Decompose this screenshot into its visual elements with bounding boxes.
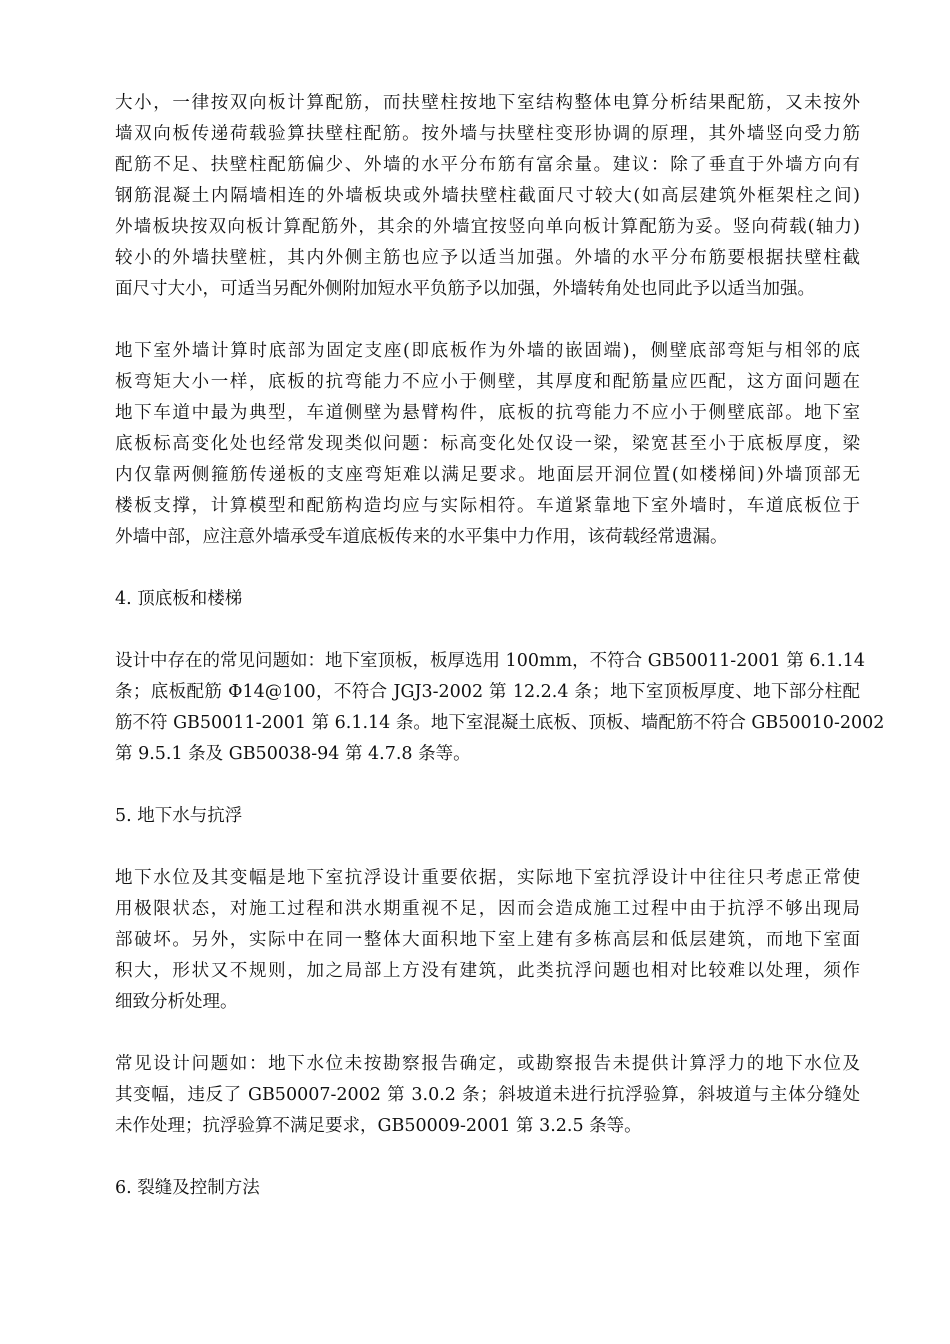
text-line: 板弯矩大小一样，底板的抗弯能力不应小于侧壁，其厚度和配筋量应匹配，这方面问题在 — [115, 372, 860, 392]
text-line: 其变幅，违反了 GB50007-2002 第 3.0.2 条；斜坡道未进行抗浮验算，斜坡道与主体分缝处 — [115, 1085, 860, 1105]
text-line: 条；底板配筋 Φ14@100，不符合 JGJ3-2002 第 12.2.4 条；地下室顶板厚度、地下部分柱配 — [115, 682, 860, 702]
text-line: 大小，一律按双向板计算配筋，而扶壁柱按地下室结构整体电算分析结果配筋，又未按外 — [115, 93, 860, 113]
paragraph-common-design-issues — [115, 1049, 860, 1142]
section-heading-5: 5. 地下水与抗浮 — [115, 806, 243, 826]
text-line: 用极限状态，对施工过程和洪水期重视不足，因而会造成施工过程中由于抗浮不够出现局 — [115, 899, 860, 919]
text-line: 外墙中部，应注意外墙承受车道底板传来的水平集中力作用，该荷载经常遗漏。 — [115, 527, 728, 547]
text-line: 常见设计问题如：地下水位未按勘察报告确定，或勘察报告未提供计算浮力的地下水位及 — [115, 1054, 860, 1074]
text-line: 墙双向板传递荷载验算扶壁柱配筋。按外墙与扶壁柱变形协调的原理，其外墙竖向受力筋 — [115, 124, 860, 144]
paragraph-slab-issues — [115, 646, 885, 770]
text-line: 地下水位及其变幅是地下室抗浮设计重要依据，实际地下室抗浮设计中往往只考虑正常使 — [115, 868, 860, 888]
paragraph-groundwater — [115, 863, 860, 1018]
text-line: 未作处理；抗浮验算不满足要求，GB50009-2001 第 3.2.5 条等。 — [115, 1116, 642, 1136]
text-line: 第 9.5.1 条及 GB50038-94 第 4.7.8 条等。 — [115, 744, 471, 764]
text-line: 钢筋混凝土内隔墙相连的外墙板块或外墙扶壁柱截面尺寸较大(如高层建筑外框架柱之间) — [115, 186, 860, 206]
text-line: 内仅靠两侧箍筋传递板的支座弯矩难以满足要求。地面层开洞位置(如楼梯间)外墙顶部无 — [115, 465, 860, 485]
text-line: 地下车道中最为典型，车道侧壁为悬臂构件，底板的抗弯能力不应小于侧壁底部。地下室 — [115, 403, 860, 423]
text-line: 楼板支撑，计算模型和配筋构造均应与实际相符。车道紧靠地下室外墙时，车道底板位于 — [115, 496, 860, 516]
text-line: 部破坏。另外，实际中在同一整体大面积地下室上建有多栋高层和低层建筑，而地下室面 — [115, 930, 860, 950]
document-page — [115, 88, 885, 1235]
text-line: 底板标高变化处也经常发现类似问题：标高变化处仅设一梁，梁宽甚至小于底板厚度，梁 — [115, 434, 860, 454]
paragraph-exterior-wall-calculation — [115, 336, 860, 553]
text-line: 较小的外墙扶壁桩，其内外侧主筋也应予以适当加强。外墙的水平分布筋要根据扶壁柱截 — [115, 248, 860, 268]
text-line: 面尺寸大小，可适当另配外侧附加短水平负筋予以加强，外墙转角处也同此予以适当加强。 — [115, 279, 815, 299]
text-line: 配筋不足、扶壁柱配筋偏少、外墙的水平分布筋有富余量。建议：除了垂直于外墙方向有 — [115, 155, 860, 175]
text-line: 外墙板块按双向板计算配筋外，其余的外墙宜按竖向单向板计算配筋为妥。竖向荷载(轴力) — [115, 217, 860, 237]
section-heading-6: 6. 裂缝及控制方法 — [115, 1178, 260, 1198]
paragraph-exterior-wall-reinforcement — [115, 88, 860, 305]
section-heading-4: 4. 顶底板和楼梯 — [115, 589, 243, 609]
text-line: 地下室外墙计算时底部为固定支座(即底板作为外墙的嵌固端)，侧壁底部弯矩与相邻的底 — [115, 341, 860, 361]
text-line: 细致分析处理。 — [115, 992, 238, 1012]
text-line: 积大，形状又不规则，加之局部上方没有建筑，此类抗浮问题也相对比较难以处理，须作 — [115, 961, 860, 981]
text-line: 筋不符 GB50011-2001 第 6.1.14 条。地下室混凝土底板、顶板、墙配筋不符合 GB50010-2002 — [115, 713, 885, 733]
text-line: 设计中存在的常见问题如：地下室顶板，板厚选用 100mm，不符合 GB50011-2001 第 6.1.14 — [115, 651, 865, 671]
